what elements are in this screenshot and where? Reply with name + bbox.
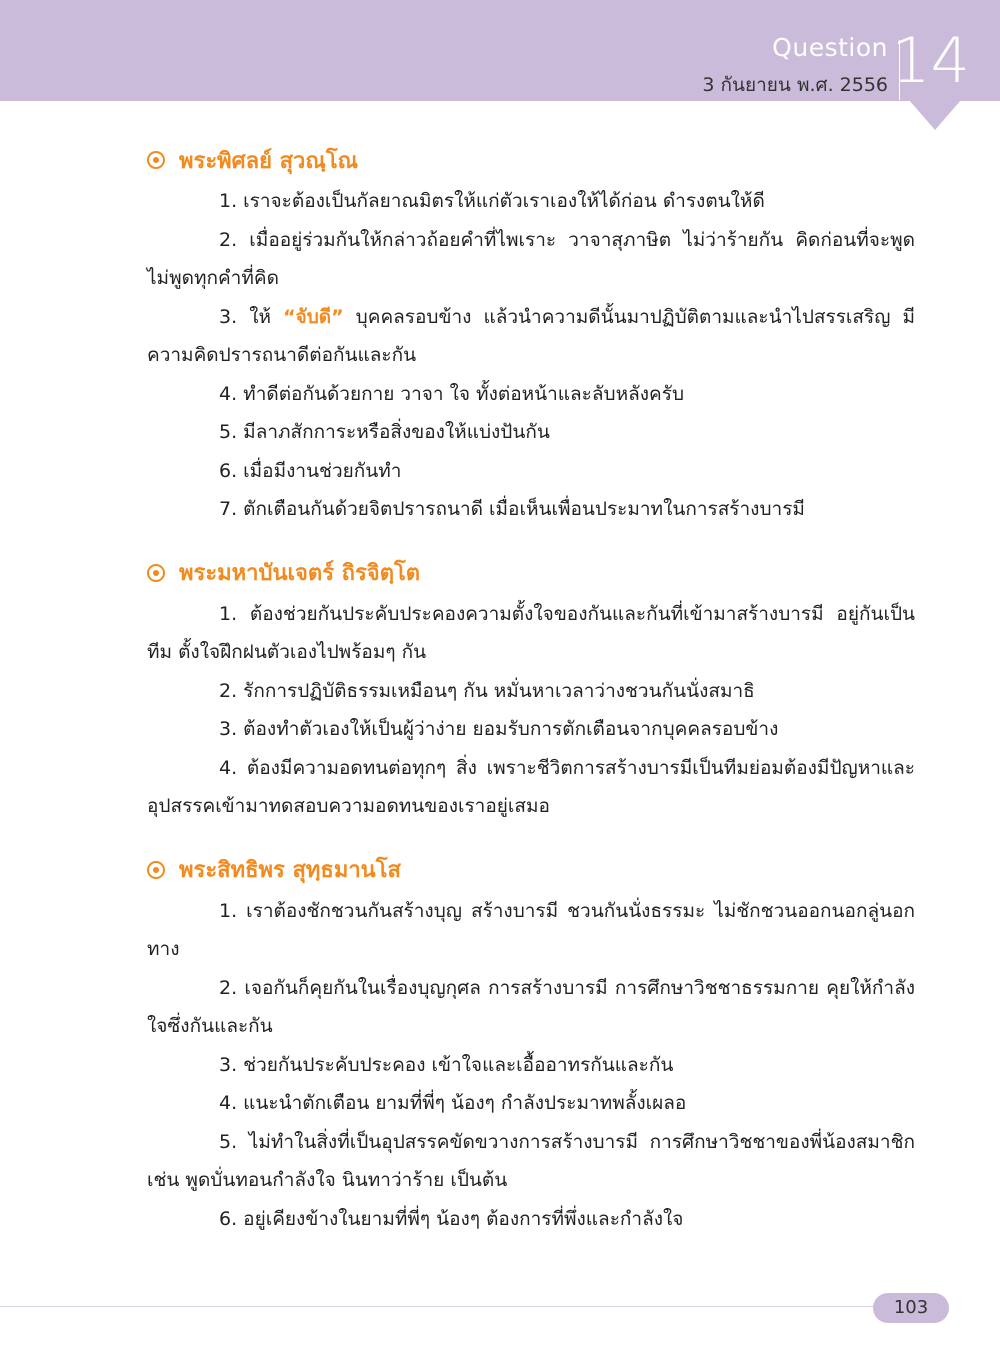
section-3 (147, 848, 915, 1239)
list-item: 1. เราจะต้องเป็นกัลยาณมิตรให้แก่ตัวเราเองให้ได้ก่อน ดำรงตนให้ดี (219, 190, 765, 212)
list-item: 5. ไม่ทำในสิ่งที่เป็นอุปสรรคขัดขวางการสร้างบารมี การศึกษาวิชชาของพี่น้องสมาชิก เช่น พูดบั่นทอนกำลังใจ นินทาว่าร้าย เป็นต้น (147, 1130, 915, 1191)
bullet-circle-icon (147, 151, 165, 169)
list-item: 5. มีลาภสักการะหรือสิ่งของให้แบ่งปันกัน (219, 421, 550, 443)
list-item: 2. รักการปฏิบัติธรรมเหมือนๆ กัน หมั่นหาเวลาว่างชวนกันนั่งสมาธิ (219, 679, 755, 702)
list-item: 4. แนะนำตักเตือน ยามที่พี่ๆ น้องๆ กำลังประมาทพลั้งเผลอ (219, 1092, 687, 1114)
item-text: 3. ให้ (219, 305, 284, 328)
question-number: 14 (891, 24, 970, 97)
list-item: 7. ตักเตือนกันด้วยจิตปรารถนาดี เมื่อเห็นเพื่อนประมาทในการสร้างบารมี (219, 498, 805, 520)
section-heading (147, 551, 915, 595)
section-heading (147, 138, 915, 182)
list-item: 6. อยู่เคียงข้างในยามที่พี่ๆ น้องๆ ต้องการที่พึ่งและกำลังใจ (219, 1207, 684, 1230)
list-item: 1. เราต้องชักชวนกันสร้างบุญ สร้างบารมี ชวนกันนั่งธรรมะ ไม่ชักชวนออกนอกลู่นอกทาง (147, 899, 915, 960)
content (147, 138, 915, 1260)
section-2 (147, 551, 915, 826)
list-item: 3. ช่วยกันประคับประคอง เข้าใจและเอื้ออาทรกันและกัน (219, 1053, 674, 1076)
list-item: 2. เมื่ออยู่ร่วมกันให้กล่าวถ้อยคำที่ไพเราะ วาจาสุภาษิต ไม่ว่าร้ายกัน คิดก่อนที่จะพูด ไม่พูดทุกคำที่คิด (147, 228, 915, 289)
section-title: พระมหาบันเจตร์ ถิรจิตฺโต (179, 561, 421, 586)
list-item: 1. ต้องช่วยกันประคับประคองความตั้งใจของกันและกันที่เข้ามาสร้างบารมี อยู่กันเป็นทีม ตั้งใจฝึกฝนตัวเองไปพร้อมๆ กัน (147, 602, 915, 663)
section-title: พระสิทธิพร สุทฺธมานโส (179, 858, 401, 883)
question-date: 3 กันยายน พ.ศ. 2556 (702, 74, 888, 96)
footer-divider (0, 1306, 880, 1307)
list-item: 3. ต้องทำตัวเองให้เป็นผู้ว่าง่าย ยอมรับการตักเตือนจากบุคคลรอบข้าง (219, 718, 779, 740)
section-title: พระพิศลย์ สุวณฺโณ (179, 148, 359, 174)
list-item: 4. ต้องมีความอดทนต่อทุกๆ สิ่ง เพราะชีวิตการสร้างบารมีเป็นทีมย่อมต้องมีปัญหาและอุปสรรคเข้ามาทดสอบความอดทนของเราอยู่เสมอ (147, 756, 915, 817)
list-item: 4. ทำดีต่อกันด้วยกาย วาจา ใจ ทั้งต่อหน้าและลับหลังครับ (219, 382, 685, 405)
question-label: Question (772, 33, 888, 62)
header-tab-pointer (909, 100, 961, 130)
section-1 (147, 138, 915, 529)
section-heading (147, 848, 915, 892)
bullet-circle-icon (147, 861, 165, 879)
list-item: 2. เจอกันก็คุยกันในเรื่องบุญกุศล การสร้างบารมี การศึกษาวิชชาธรรมกาย คุยให้กำลังใจซึ่งกันและกัน (147, 976, 915, 1037)
highlight-text: “จับดี” (283, 305, 344, 328)
bullet-circle-icon (147, 564, 165, 582)
page-number: 103 (873, 1293, 949, 1323)
list-item: 6. เมื่อมีงานช่วยกันทำ (219, 459, 402, 482)
item-text: บุคคลรอบข้าง แล้วนำความดีนั้นมาปฏิบัติตามและนำไปสรรเสริญ มีความคิดปรารถนาดีต่อกันและกัน (147, 305, 915, 366)
list-item (147, 298, 915, 375)
